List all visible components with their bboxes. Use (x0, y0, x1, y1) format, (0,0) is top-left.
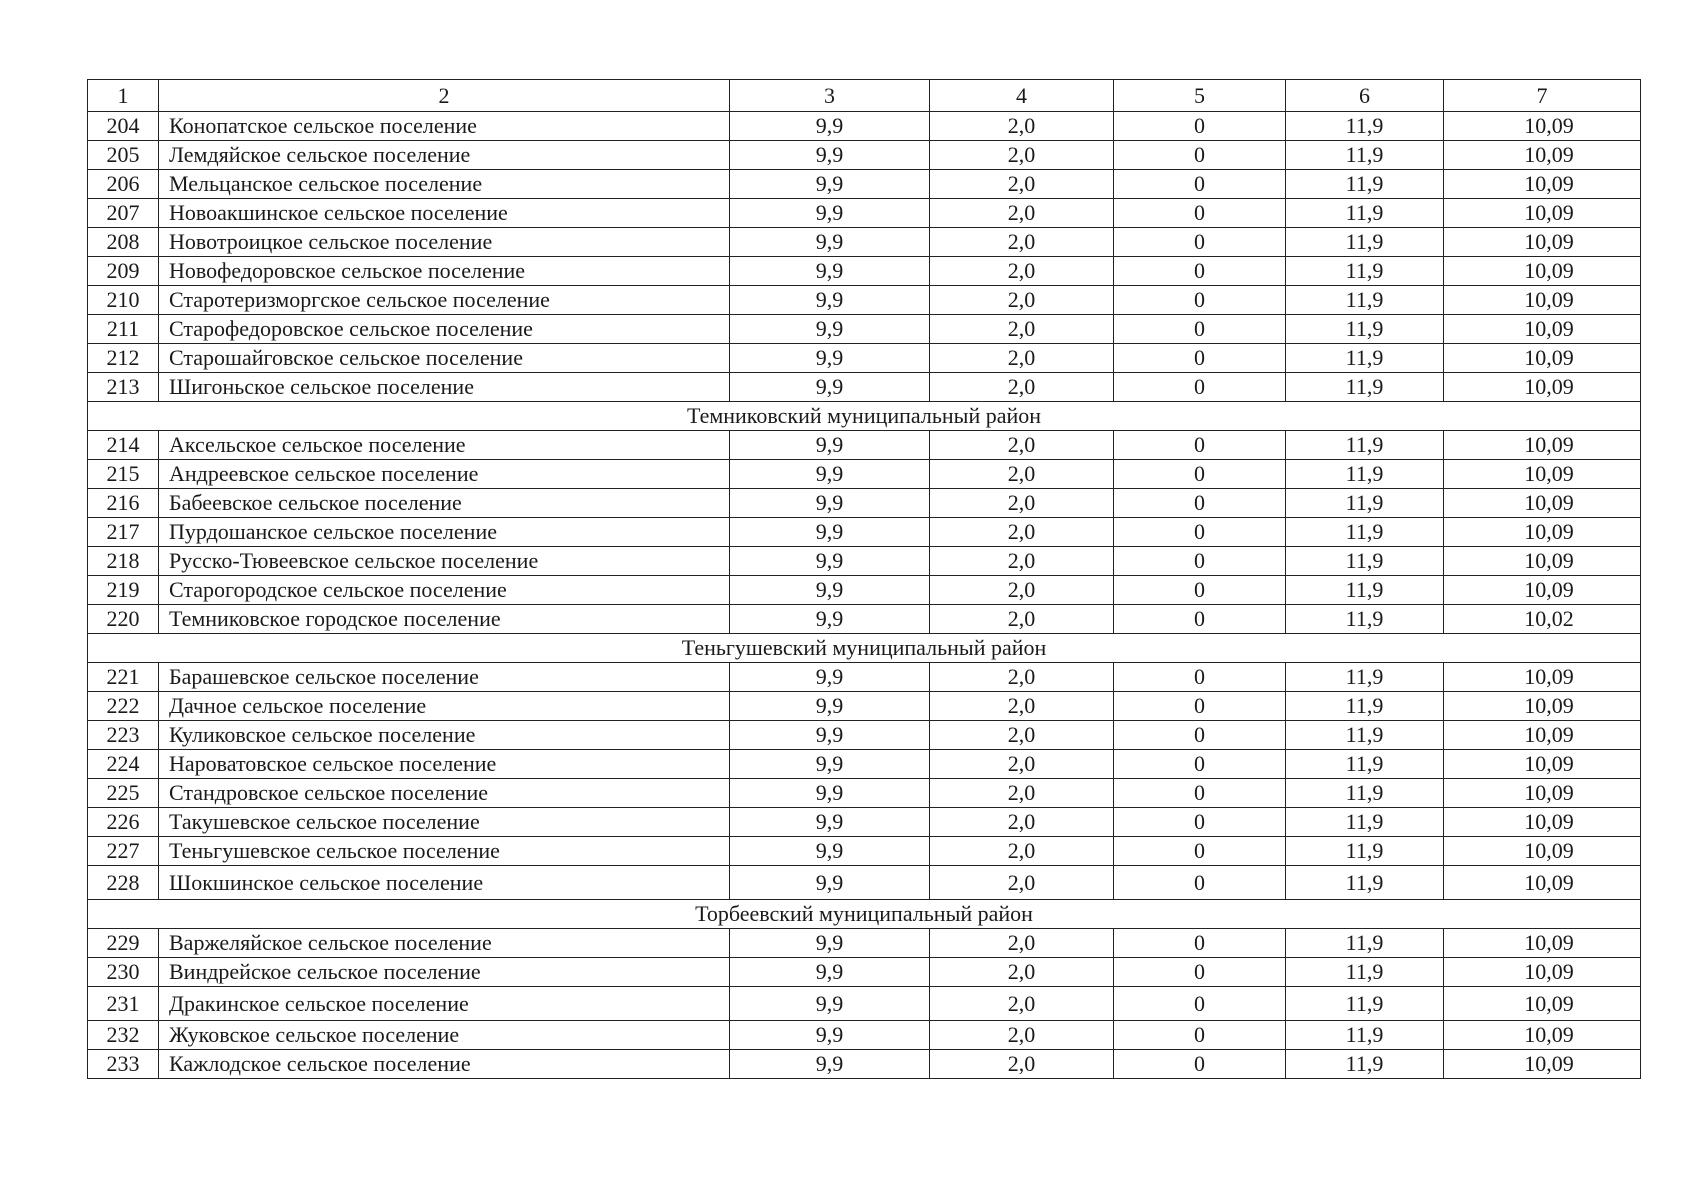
value-col-6: 11,9 (1286, 199, 1444, 228)
value-col-5: 0 (1114, 605, 1286, 634)
value-col-6: 11,9 (1286, 344, 1444, 373)
row-number: 231 (88, 987, 159, 1021)
value-col-6: 11,9 (1286, 779, 1444, 808)
table-row (88, 837, 1641, 866)
settlement-name: Старогородское сельское поселение (159, 576, 730, 605)
row-number: 228 (88, 866, 159, 900)
value-col-5: 0 (1114, 663, 1286, 692)
table-row (88, 547, 1641, 576)
settlement-name: Дракинское сельское поселение (159, 987, 730, 1021)
settlement-name: Старотеризморгское сельское поселение (159, 286, 730, 315)
value-col-4: 2,0 (930, 750, 1114, 779)
column-header-row (88, 80, 1641, 112)
value-col-6: 11,9 (1286, 431, 1444, 460)
table-row (88, 199, 1641, 228)
value-col-6: 11,9 (1286, 257, 1444, 286)
table-row (88, 605, 1641, 634)
row-number: 219 (88, 576, 159, 605)
value-col-5: 0 (1114, 692, 1286, 721)
value-col-3: 9,9 (730, 344, 930, 373)
value-col-5: 0 (1114, 170, 1286, 199)
value-col-7: 10,09 (1444, 750, 1641, 779)
table-row (88, 286, 1641, 315)
value-col-3: 9,9 (730, 228, 930, 257)
table-row (88, 692, 1641, 721)
value-col-5: 0 (1114, 929, 1286, 958)
table-row (88, 958, 1641, 987)
value-col-6: 11,9 (1286, 547, 1444, 576)
table-row (88, 808, 1641, 837)
table-row (88, 228, 1641, 257)
value-col-3: 9,9 (730, 460, 930, 489)
table-row (88, 866, 1641, 900)
settlements-table (87, 79, 1641, 1079)
value-col-6: 11,9 (1286, 373, 1444, 402)
settlement-name: Такушевское сельское поселение (159, 808, 730, 837)
settlement-name: Пурдошанское сельское поселение (159, 518, 730, 547)
value-col-4: 2,0 (930, 460, 1114, 489)
settlement-name: Бабеевское сельское поселение (159, 489, 730, 518)
value-col-5: 0 (1114, 958, 1286, 987)
value-col-7: 10,09 (1444, 576, 1641, 605)
row-number: 207 (88, 199, 159, 228)
column-header: 2 (159, 80, 730, 112)
value-col-4: 2,0 (930, 779, 1114, 808)
value-col-7: 10,09 (1444, 431, 1641, 460)
value-col-6: 11,9 (1286, 576, 1444, 605)
value-col-5: 0 (1114, 431, 1286, 460)
value-col-7: 10,09 (1444, 228, 1641, 257)
row-number: 229 (88, 929, 159, 958)
value-col-4: 2,0 (930, 518, 1114, 547)
settlement-name: Нароватовское сельское поселение (159, 750, 730, 779)
value-col-5: 0 (1114, 518, 1286, 547)
value-col-4: 2,0 (930, 1050, 1114, 1079)
row-number: 217 (88, 518, 159, 547)
value-col-7: 10,09 (1444, 518, 1641, 547)
settlement-name: Варжеляйское сельское поселение (159, 929, 730, 958)
value-col-4: 2,0 (930, 576, 1114, 605)
district-header-row (88, 634, 1641, 663)
value-col-7: 10,09 (1444, 170, 1641, 199)
value-col-7: 10,09 (1444, 779, 1641, 808)
value-col-7: 10,09 (1444, 141, 1641, 170)
settlement-name: Темниковское городское поселение (159, 605, 730, 634)
value-col-7: 10,09 (1444, 344, 1641, 373)
value-col-4: 2,0 (930, 866, 1114, 900)
value-col-5: 0 (1114, 286, 1286, 315)
settlement-name: Мельцанское сельское поселение (159, 170, 730, 199)
value-col-3: 9,9 (730, 257, 930, 286)
settlement-name: Барашевское сельское поселение (159, 663, 730, 692)
value-col-7: 10,09 (1444, 286, 1641, 315)
row-number: 222 (88, 692, 159, 721)
value-col-5: 0 (1114, 257, 1286, 286)
table-row (88, 315, 1641, 344)
value-col-7: 10,09 (1444, 460, 1641, 489)
value-col-3: 9,9 (730, 721, 930, 750)
value-col-6: 11,9 (1286, 837, 1444, 866)
value-col-7: 10,09 (1444, 315, 1641, 344)
settlement-name: Старофедоровское сельское поселение (159, 315, 730, 344)
settlement-name: Новофедоровское сельское поселение (159, 257, 730, 286)
value-col-7: 10,09 (1444, 808, 1641, 837)
value-col-7: 10,09 (1444, 547, 1641, 576)
value-col-4: 2,0 (930, 489, 1114, 518)
value-col-4: 2,0 (930, 315, 1114, 344)
value-col-7: 10,09 (1444, 958, 1641, 987)
value-col-5: 0 (1114, 547, 1286, 576)
settlement-name: Виндрейское сельское поселение (159, 958, 730, 987)
table-row (88, 257, 1641, 286)
row-number: 218 (88, 547, 159, 576)
value-col-4: 2,0 (930, 605, 1114, 634)
value-col-7: 10,09 (1444, 929, 1641, 958)
value-col-4: 2,0 (930, 987, 1114, 1021)
table-row (88, 112, 1641, 141)
value-col-6: 11,9 (1286, 1050, 1444, 1079)
value-col-3: 9,9 (730, 605, 930, 634)
row-number: 212 (88, 344, 159, 373)
value-col-3: 9,9 (730, 315, 930, 344)
value-col-4: 2,0 (930, 344, 1114, 373)
value-col-5: 0 (1114, 779, 1286, 808)
row-number: 213 (88, 373, 159, 402)
settlement-name: Стандровское сельское поселение (159, 779, 730, 808)
table-row (88, 1050, 1641, 1079)
value-col-7: 10,02 (1444, 605, 1641, 634)
value-col-3: 9,9 (730, 373, 930, 402)
district-name: Торбеевский муниципальный район (88, 900, 1641, 929)
column-header: 5 (1114, 80, 1286, 112)
settlement-name: Жуковское сельское поселение (159, 1021, 730, 1050)
value-col-5: 0 (1114, 1050, 1286, 1079)
district-name: Темниковский муниципальный район (88, 402, 1641, 431)
value-col-5: 0 (1114, 987, 1286, 1021)
row-number: 224 (88, 750, 159, 779)
value-col-3: 9,9 (730, 199, 930, 228)
row-number: 204 (88, 112, 159, 141)
value-col-6: 11,9 (1286, 518, 1444, 547)
value-col-4: 2,0 (930, 199, 1114, 228)
value-col-3: 9,9 (730, 489, 930, 518)
row-number: 205 (88, 141, 159, 170)
value-col-7: 10,09 (1444, 373, 1641, 402)
row-number: 220 (88, 605, 159, 634)
value-col-5: 0 (1114, 141, 1286, 170)
value-col-4: 2,0 (930, 958, 1114, 987)
row-number: 208 (88, 228, 159, 257)
row-number: 226 (88, 808, 159, 837)
table-row (88, 344, 1641, 373)
table-row (88, 431, 1641, 460)
settlement-name: Шигоньское сельское поселение (159, 373, 730, 402)
district-header-row (88, 402, 1641, 431)
row-number: 232 (88, 1021, 159, 1050)
value-col-4: 2,0 (930, 141, 1114, 170)
value-col-4: 2,0 (930, 1021, 1114, 1050)
value-col-5: 0 (1114, 315, 1286, 344)
value-col-6: 11,9 (1286, 958, 1444, 987)
value-col-5: 0 (1114, 228, 1286, 257)
row-number: 221 (88, 663, 159, 692)
value-col-7: 10,09 (1444, 987, 1641, 1021)
value-col-5: 0 (1114, 460, 1286, 489)
value-col-7: 10,09 (1444, 663, 1641, 692)
column-header: 6 (1286, 80, 1444, 112)
row-number: 216 (88, 489, 159, 518)
value-col-6: 11,9 (1286, 112, 1444, 141)
value-col-5: 0 (1114, 837, 1286, 866)
value-col-4: 2,0 (930, 286, 1114, 315)
value-col-7: 10,09 (1444, 721, 1641, 750)
value-col-3: 9,9 (730, 141, 930, 170)
row-number: 209 (88, 257, 159, 286)
table-row (88, 779, 1641, 808)
value-col-6: 11,9 (1286, 170, 1444, 199)
table-row (88, 987, 1641, 1021)
row-number: 206 (88, 170, 159, 199)
value-col-4: 2,0 (930, 112, 1114, 141)
column-header: 7 (1444, 80, 1641, 112)
settlement-name: Новоакшинское сельское поселение (159, 199, 730, 228)
value-col-6: 11,9 (1286, 987, 1444, 1021)
value-col-6: 11,9 (1286, 605, 1444, 634)
row-number: 211 (88, 315, 159, 344)
value-col-4: 2,0 (930, 663, 1114, 692)
row-number: 215 (88, 460, 159, 489)
column-header: 3 (730, 80, 930, 112)
table-row (88, 750, 1641, 779)
settlement-name: Русско-Тювеевское сельское поселение (159, 547, 730, 576)
value-col-5: 0 (1114, 373, 1286, 402)
value-col-3: 9,9 (730, 866, 930, 900)
value-col-6: 11,9 (1286, 460, 1444, 489)
value-col-4: 2,0 (930, 373, 1114, 402)
value-col-4: 2,0 (930, 547, 1114, 576)
value-col-3: 9,9 (730, 987, 930, 1021)
district-name: Теньгушевский муниципальный район (88, 634, 1641, 663)
row-number: 230 (88, 958, 159, 987)
table-row (88, 170, 1641, 199)
row-number: 225 (88, 779, 159, 808)
value-col-5: 0 (1114, 112, 1286, 141)
settlement-name: Теньгушевское сельское поселение (159, 837, 730, 866)
value-col-3: 9,9 (730, 837, 930, 866)
table-body (88, 80, 1641, 1079)
value-col-3: 9,9 (730, 1021, 930, 1050)
value-col-6: 11,9 (1286, 929, 1444, 958)
row-number: 210 (88, 286, 159, 315)
settlement-name: Аксельское сельское поселение (159, 431, 730, 460)
row-number: 223 (88, 721, 159, 750)
value-col-7: 10,09 (1444, 199, 1641, 228)
table-row (88, 489, 1641, 518)
value-col-3: 9,9 (730, 112, 930, 141)
value-col-5: 0 (1114, 750, 1286, 779)
value-col-6: 11,9 (1286, 721, 1444, 750)
value-col-5: 0 (1114, 808, 1286, 837)
settlement-name: Новотроицкое сельское поселение (159, 228, 730, 257)
value-col-3: 9,9 (730, 958, 930, 987)
value-col-5: 0 (1114, 344, 1286, 373)
value-col-6: 11,9 (1286, 489, 1444, 518)
settlement-name: Кажлодское сельское поселение (159, 1050, 730, 1079)
document-sheet (87, 79, 1640, 1079)
value-col-4: 2,0 (930, 257, 1114, 286)
value-col-4: 2,0 (930, 228, 1114, 257)
value-col-3: 9,9 (730, 750, 930, 779)
value-col-7: 10,09 (1444, 1021, 1641, 1050)
table-row (88, 373, 1641, 402)
value-col-5: 0 (1114, 866, 1286, 900)
value-col-6: 11,9 (1286, 866, 1444, 900)
value-col-7: 10,09 (1444, 489, 1641, 518)
value-col-3: 9,9 (730, 779, 930, 808)
value-col-7: 10,09 (1444, 257, 1641, 286)
value-col-6: 11,9 (1286, 808, 1444, 837)
value-col-3: 9,9 (730, 286, 930, 315)
table-row (88, 141, 1641, 170)
value-col-6: 11,9 (1286, 228, 1444, 257)
value-col-5: 0 (1114, 199, 1286, 228)
table-row (88, 576, 1641, 605)
value-col-6: 11,9 (1286, 141, 1444, 170)
column-header: 1 (88, 80, 159, 112)
value-col-5: 0 (1114, 721, 1286, 750)
value-col-3: 9,9 (730, 929, 930, 958)
settlement-name: Старошайговское сельское поселение (159, 344, 730, 373)
value-col-3: 9,9 (730, 576, 930, 605)
value-col-4: 2,0 (930, 837, 1114, 866)
value-col-7: 10,09 (1444, 866, 1641, 900)
value-col-4: 2,0 (930, 692, 1114, 721)
value-col-4: 2,0 (930, 808, 1114, 837)
settlement-name: Андреевское сельское поселение (159, 460, 730, 489)
table-row (88, 929, 1641, 958)
value-col-3: 9,9 (730, 692, 930, 721)
settlement-name: Куликовское сельское поселение (159, 721, 730, 750)
settlement-name: Лемдяйское сельское поселение (159, 141, 730, 170)
settlement-name: Шокшинское сельское поселение (159, 866, 730, 900)
table-row (88, 663, 1641, 692)
value-col-5: 0 (1114, 489, 1286, 518)
value-col-3: 9,9 (730, 808, 930, 837)
row-number: 227 (88, 837, 159, 866)
value-col-3: 9,9 (730, 518, 930, 547)
row-number: 233 (88, 1050, 159, 1079)
row-number: 214 (88, 431, 159, 460)
value-col-7: 10,09 (1444, 112, 1641, 141)
value-col-7: 10,09 (1444, 1050, 1641, 1079)
value-col-5: 0 (1114, 1021, 1286, 1050)
value-col-4: 2,0 (930, 721, 1114, 750)
district-header-row (88, 900, 1641, 929)
table-row (88, 460, 1641, 489)
table-row (88, 1021, 1641, 1050)
table-row (88, 721, 1641, 750)
value-col-3: 9,9 (730, 547, 930, 576)
settlement-name: Конопатское сельское поселение (159, 112, 730, 141)
value-col-4: 2,0 (930, 929, 1114, 958)
value-col-6: 11,9 (1286, 663, 1444, 692)
value-col-6: 11,9 (1286, 286, 1444, 315)
value-col-7: 10,09 (1444, 837, 1641, 866)
value-col-4: 2,0 (930, 431, 1114, 460)
value-col-3: 9,9 (730, 431, 930, 460)
value-col-7: 10,09 (1444, 692, 1641, 721)
settlement-name: Дачное сельское поселение (159, 692, 730, 721)
value-col-3: 9,9 (730, 663, 930, 692)
value-col-3: 9,9 (730, 1050, 930, 1079)
value-col-5: 0 (1114, 576, 1286, 605)
value-col-6: 11,9 (1286, 315, 1444, 344)
value-col-6: 11,9 (1286, 692, 1444, 721)
table-row (88, 518, 1641, 547)
value-col-4: 2,0 (930, 170, 1114, 199)
column-header: 4 (930, 80, 1114, 112)
value-col-6: 11,9 (1286, 1021, 1444, 1050)
value-col-6: 11,9 (1286, 750, 1444, 779)
value-col-3: 9,9 (730, 170, 930, 199)
